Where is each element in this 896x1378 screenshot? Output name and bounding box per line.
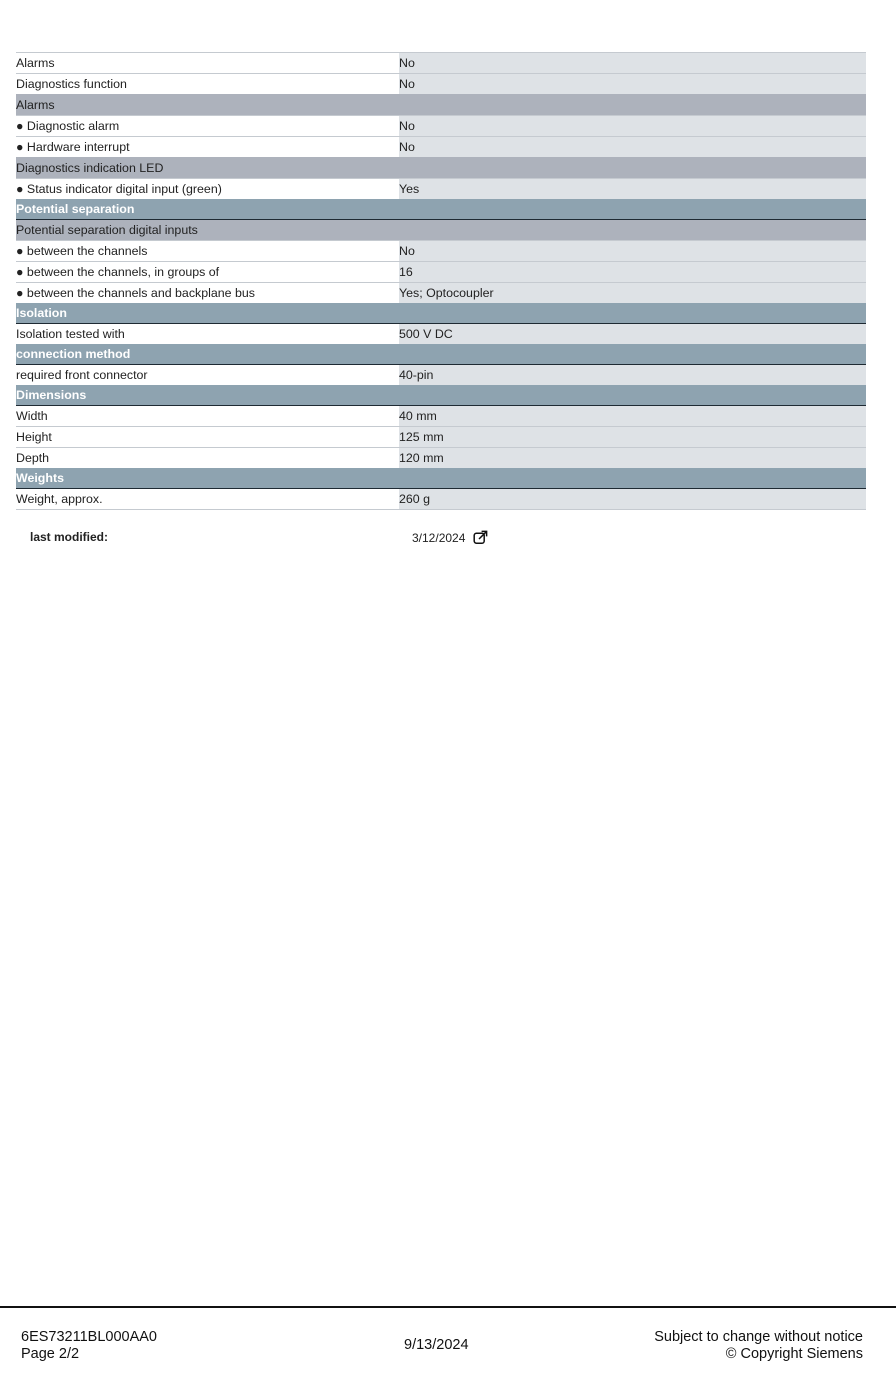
spec-value: 260 g (399, 489, 866, 510)
spec-value: No (399, 53, 866, 74)
copyright: © Copyright Siemens (725, 1346, 863, 1362)
spec-label: Height (16, 427, 399, 448)
spec-label: ● between the channels, in groups of (16, 262, 399, 283)
spec-label: Width (16, 406, 399, 427)
spec-value: 500 V DC (399, 324, 866, 345)
spec-row (16, 365, 866, 386)
section-title: Potential separation (16, 199, 866, 220)
spec-value: 16 (399, 262, 866, 283)
subsection-header (16, 158, 866, 179)
spec-row (16, 137, 866, 158)
spec-row (16, 406, 866, 427)
spec-label: ● Hardware interrupt (16, 137, 399, 158)
section-header (16, 199, 866, 220)
spec-value: No (399, 74, 866, 95)
spec-value: Yes (399, 179, 866, 200)
spec-row (16, 448, 866, 469)
footer-date: 9/13/2024 (404, 1337, 469, 1353)
spec-value: 125 mm (399, 427, 866, 448)
spec-row (16, 489, 866, 510)
last-modified-label: last modified: (30, 530, 109, 544)
subsection-header (16, 95, 866, 116)
section-title: connection method (16, 344, 866, 365)
spec-label: ● between the channels and backplane bus (16, 283, 399, 304)
spec-row (16, 74, 866, 95)
spec-value: 40 mm (399, 406, 866, 427)
spec-value: No (399, 241, 866, 262)
change-notice: Subject to change without notice (654, 1329, 863, 1345)
spec-row (16, 324, 866, 345)
footer-divider (0, 1306, 896, 1308)
spec-value: Yes; Optocoupler (399, 283, 866, 304)
section-header (16, 344, 866, 365)
section-header (16, 468, 866, 489)
section-header (16, 385, 866, 406)
section-title: Isolation (16, 303, 866, 324)
spec-label: required front connector (16, 365, 399, 386)
spec-row (16, 116, 866, 137)
subsection-title: Potential separation digital inputs (16, 220, 866, 241)
subsection-title: Diagnostics indication LED (16, 158, 866, 179)
spec-label: Isolation tested with (16, 324, 399, 345)
article-number: 6ES73211BL000AA0 (21, 1329, 157, 1345)
spec-label: ● Diagnostic alarm (16, 116, 399, 137)
subsection-header (16, 220, 866, 241)
spec-row (16, 283, 866, 304)
spec-label: Depth (16, 448, 399, 469)
section-header (16, 303, 866, 324)
spec-row (16, 262, 866, 283)
spec-label: ● between the channels (16, 241, 399, 262)
spec-row (16, 241, 866, 262)
footer-left (21, 1329, 157, 1363)
spec-table (16, 52, 866, 510)
spec-label: Diagnostics function (16, 74, 399, 95)
spec-label: Weight, approx. (16, 489, 399, 510)
section-title: Dimensions (16, 385, 866, 406)
spec-value: No (399, 116, 866, 137)
spec-row (16, 53, 866, 74)
section-title: Weights (16, 468, 866, 489)
spec-row (16, 179, 866, 200)
spec-value: 40-pin (399, 365, 866, 386)
spec-value: 120 mm (399, 448, 866, 469)
footer-right (654, 1329, 863, 1363)
spec-row (16, 427, 866, 448)
page-number: Page 2/2 (21, 1346, 80, 1362)
spec-value: No (399, 137, 866, 158)
last-modified-date: 3/12/2024 (412, 530, 466, 545)
external-link-icon[interactable] (473, 530, 488, 545)
last-modified (412, 530, 488, 545)
spec-label: ● Status indicator digital input (green) (16, 179, 399, 200)
spec-label: Alarms (16, 53, 399, 74)
subsection-title: Alarms (16, 95, 866, 116)
